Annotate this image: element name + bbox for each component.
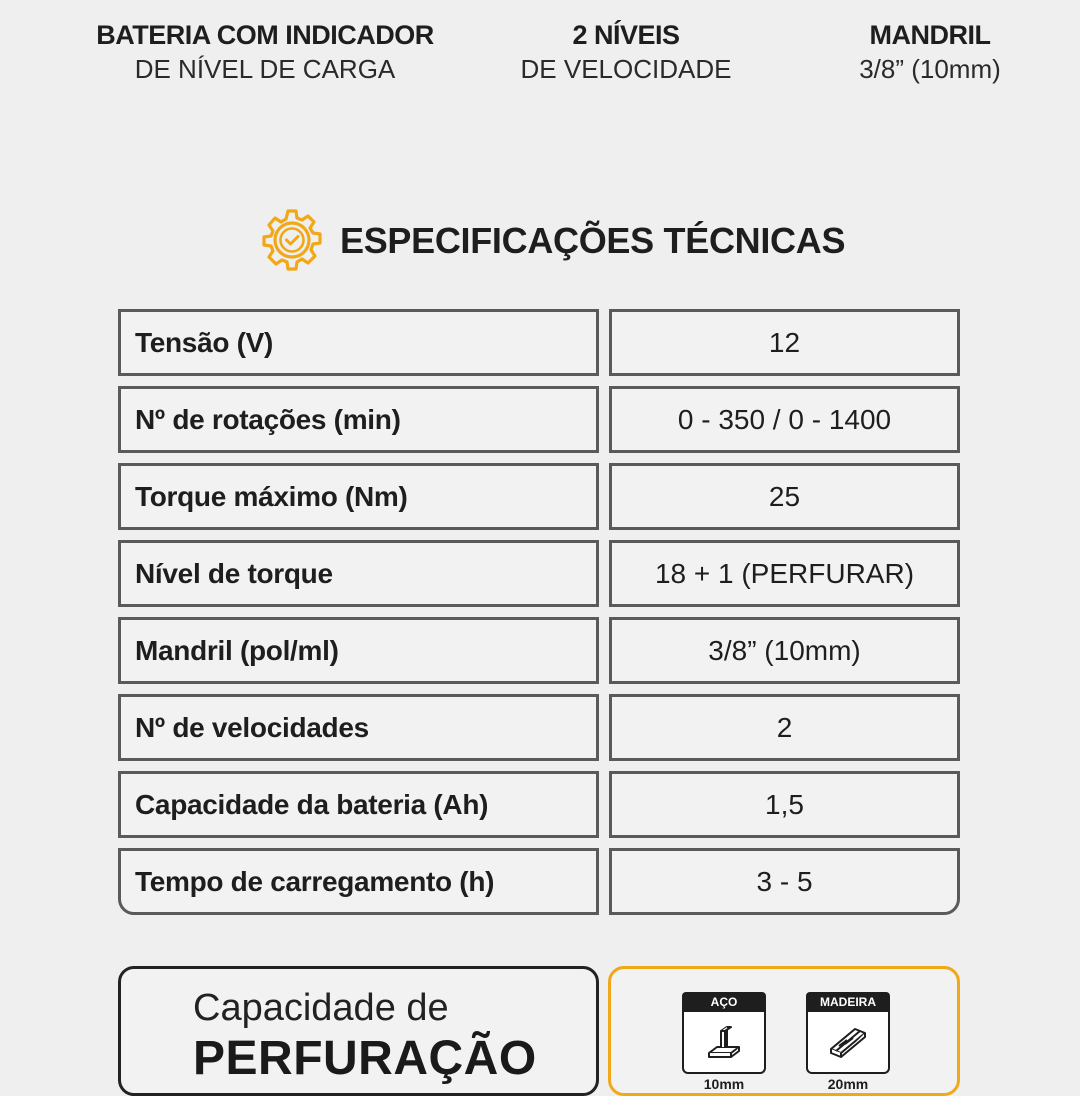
feature-subtitle: 3/8” (10mm) (859, 54, 1001, 84)
feature-title: MANDRIL (869, 20, 991, 50)
drilling-capacity-box (118, 966, 599, 1096)
material-wood (806, 992, 890, 1092)
spec-label: Mandril (pol/ml) (118, 617, 599, 684)
spec-label: Capacidade da bateria (Ah) (118, 771, 599, 838)
feature-title: BATERIA COM INDICADOR (96, 20, 434, 50)
drilling-capacity-label: Capacidade de (193, 987, 449, 1029)
spec-label: Tempo de carregamento (h) (118, 848, 599, 915)
spec-row-chuck (118, 617, 960, 684)
spec-row-torque-level (118, 540, 960, 607)
spec-row-charge-time (118, 848, 960, 915)
steel-beam-icon (701, 1019, 747, 1065)
spec-value: 2 (609, 694, 960, 761)
feature-subtitle: DE NÍVEL DE CARGA (134, 54, 396, 84)
feature-speed-levels (496, 18, 756, 86)
spec-label: Nível de torque (118, 540, 599, 607)
spec-title: ESPECIFICAÇÕES TÉCNICAS (340, 220, 846, 261)
spec-label: Torque máximo (Nm) (118, 463, 599, 530)
spec-row-rotations (118, 386, 960, 453)
spec-value: 12 (609, 309, 960, 376)
steel-beam-icon-frame (682, 1012, 766, 1074)
feature-title: 2 NÍVEIS (572, 20, 680, 50)
wood-planks-icon (825, 1019, 871, 1065)
material-steel (682, 992, 766, 1092)
spec-value: 3 - 5 (609, 848, 960, 915)
drilling-capacity-title: PERFURAÇÃO (193, 1032, 537, 1085)
material-size: 20mm (827, 1076, 869, 1092)
feature-subtitle: DE VELOCIDADE (520, 54, 732, 84)
spec-label: Nº de rotações (min) (118, 386, 599, 453)
spec-row-max-torque (118, 463, 960, 530)
spec-label: Nº de velocidades (118, 694, 599, 761)
feature-battery-indicator (60, 18, 470, 86)
spec-row-voltage (118, 309, 960, 376)
spec-table (118, 309, 960, 925)
spec-value: 18 + 1 (PERFURAR) (609, 540, 960, 607)
wood-planks-icon-frame (806, 1012, 890, 1074)
feature-chuck (820, 18, 1040, 86)
spec-label: Tensão (V) (118, 309, 599, 376)
material-name: AÇO (682, 992, 766, 1012)
material-size: 10mm (703, 1076, 745, 1092)
spec-value: 0 - 350 / 0 - 1400 (609, 386, 960, 453)
spec-row-battery-capacity (118, 771, 960, 838)
gear-check-icon (258, 207, 326, 275)
spec-value: 3/8” (10mm) (609, 617, 960, 684)
spec-row-speeds (118, 694, 960, 761)
material-name: MADEIRA (806, 992, 890, 1012)
spec-value: 1,5 (609, 771, 960, 838)
spec-value: 25 (609, 463, 960, 530)
spec-section-header (258, 206, 845, 276)
material-box (608, 966, 960, 1096)
